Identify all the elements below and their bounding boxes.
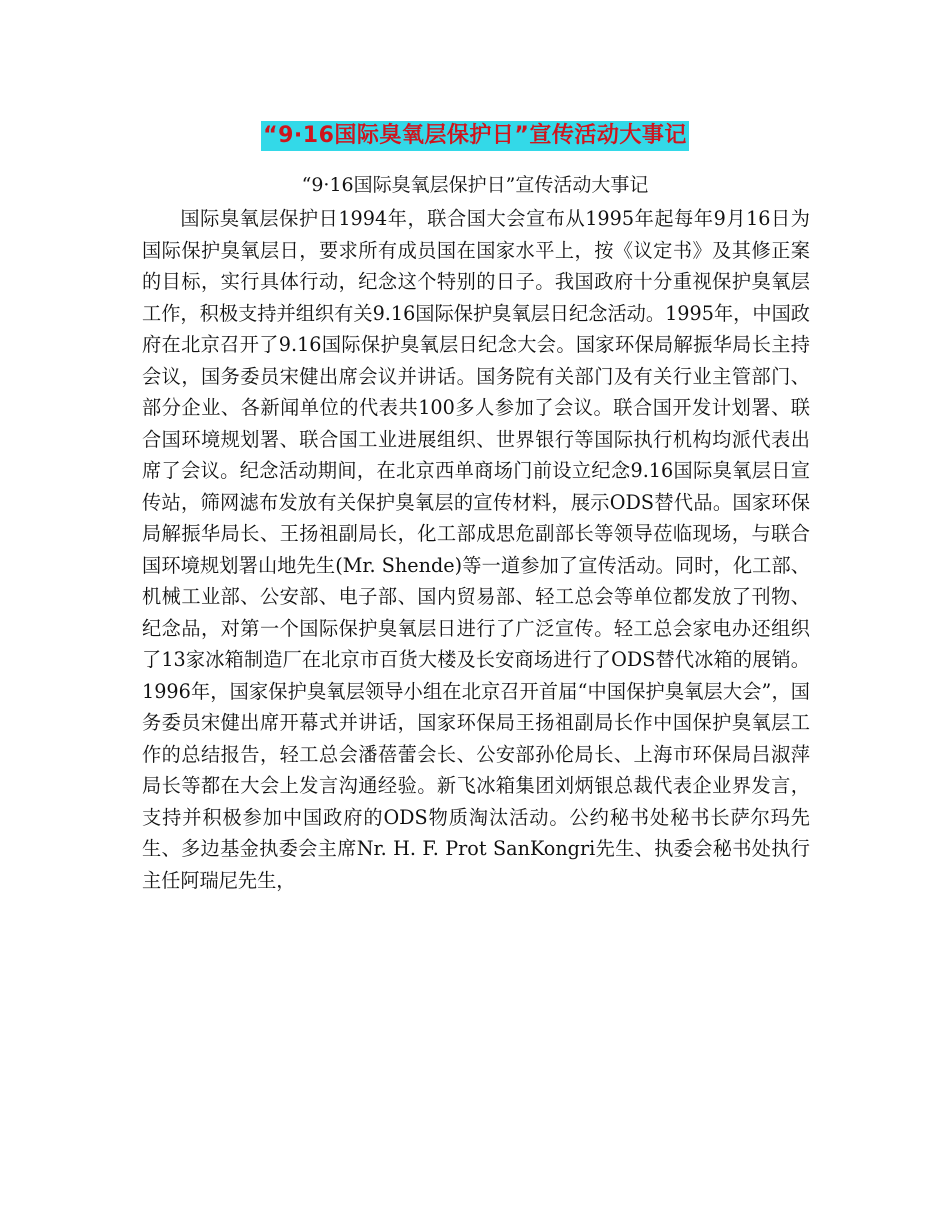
document-subtitle: “9·16国际臭氧层保护日”宣传活动大事记	[301, 174, 649, 196]
document-title-text: “9·16国际臭氧层保护日”宣传活动大事记	[261, 121, 689, 151]
document-body-paragraph: 国际臭氧层保护日1994年，联合国大会宣布从1995年起每年9月16日为国际保护臭氧层日，要求所有成员国在国家水平上，按《议定书》及其修正案的目标，实行具体行动，纪念这个特别的日子。我国政府十分重视保护臭氧层工作，积极支持并组织有关9.16国际保护臭氧层日纪念活动。1995年，中国政府在北京召开了9.16国际保护臭氧层日纪念大会。国家环保局解振华局长主持会议，国务委员宋健出席会议并讲话。国务院有关部门及有关行业主管部门、部分企业、各新闻单位的代表共100多人参加了会议。联合国开发计划署、联合国环境规划署、联合国工业进展组织、世界银行等国际执行机构均派代表出席了会议。纪念活动期间，在北京西单商场门前设立纪念9.16国际臭氧层日宣传站，筛网滤布发放有关保护臭氧层的宣传材料，展示ODS替代品。国家环保局解振华局长、王扬祖副局长，化工部成思危副部长等领导莅临现场，与联合国环境规划署山地先生(Mr. Shende)等一道参加了宣传活动。同时，化工部、机械工业部、公安部、电子部、国内贸易部、轻工总会等单位都发放了刊物、纪念品，对第一个国际保护臭氧层日进行了广泛宣传。轻工总会家电办还组织了13家冰箱制造厂在北京市百货大楼及长安商场进行了ODS替代冰箱的展销。1996年，国家保护臭氧层领导小组在北京召开首届“中国保护臭氧层大会”，国务委员宋健出席开幕式并讲话，国家环保局王扬祖副局长作中国保护臭氧层工作的总结报告，轻工总会潘蓓蕾会长、公安部孙伦局长、上海市环保局吕淑萍局长等都在大会上发言沟通经验。新飞冰箱集团刘炳银总裁代表企业界发言，支持并积极参加中国政府的ODS物质淘汰活动。公约秘书处秘书长萨尔玛先生、多边基金执委会主席Nr. H. F. Prot SanKongri先生、执委会秘书处执行主任阿瑞尼先生，	[142, 207, 810, 892]
document-title	[0, 112, 950, 151]
